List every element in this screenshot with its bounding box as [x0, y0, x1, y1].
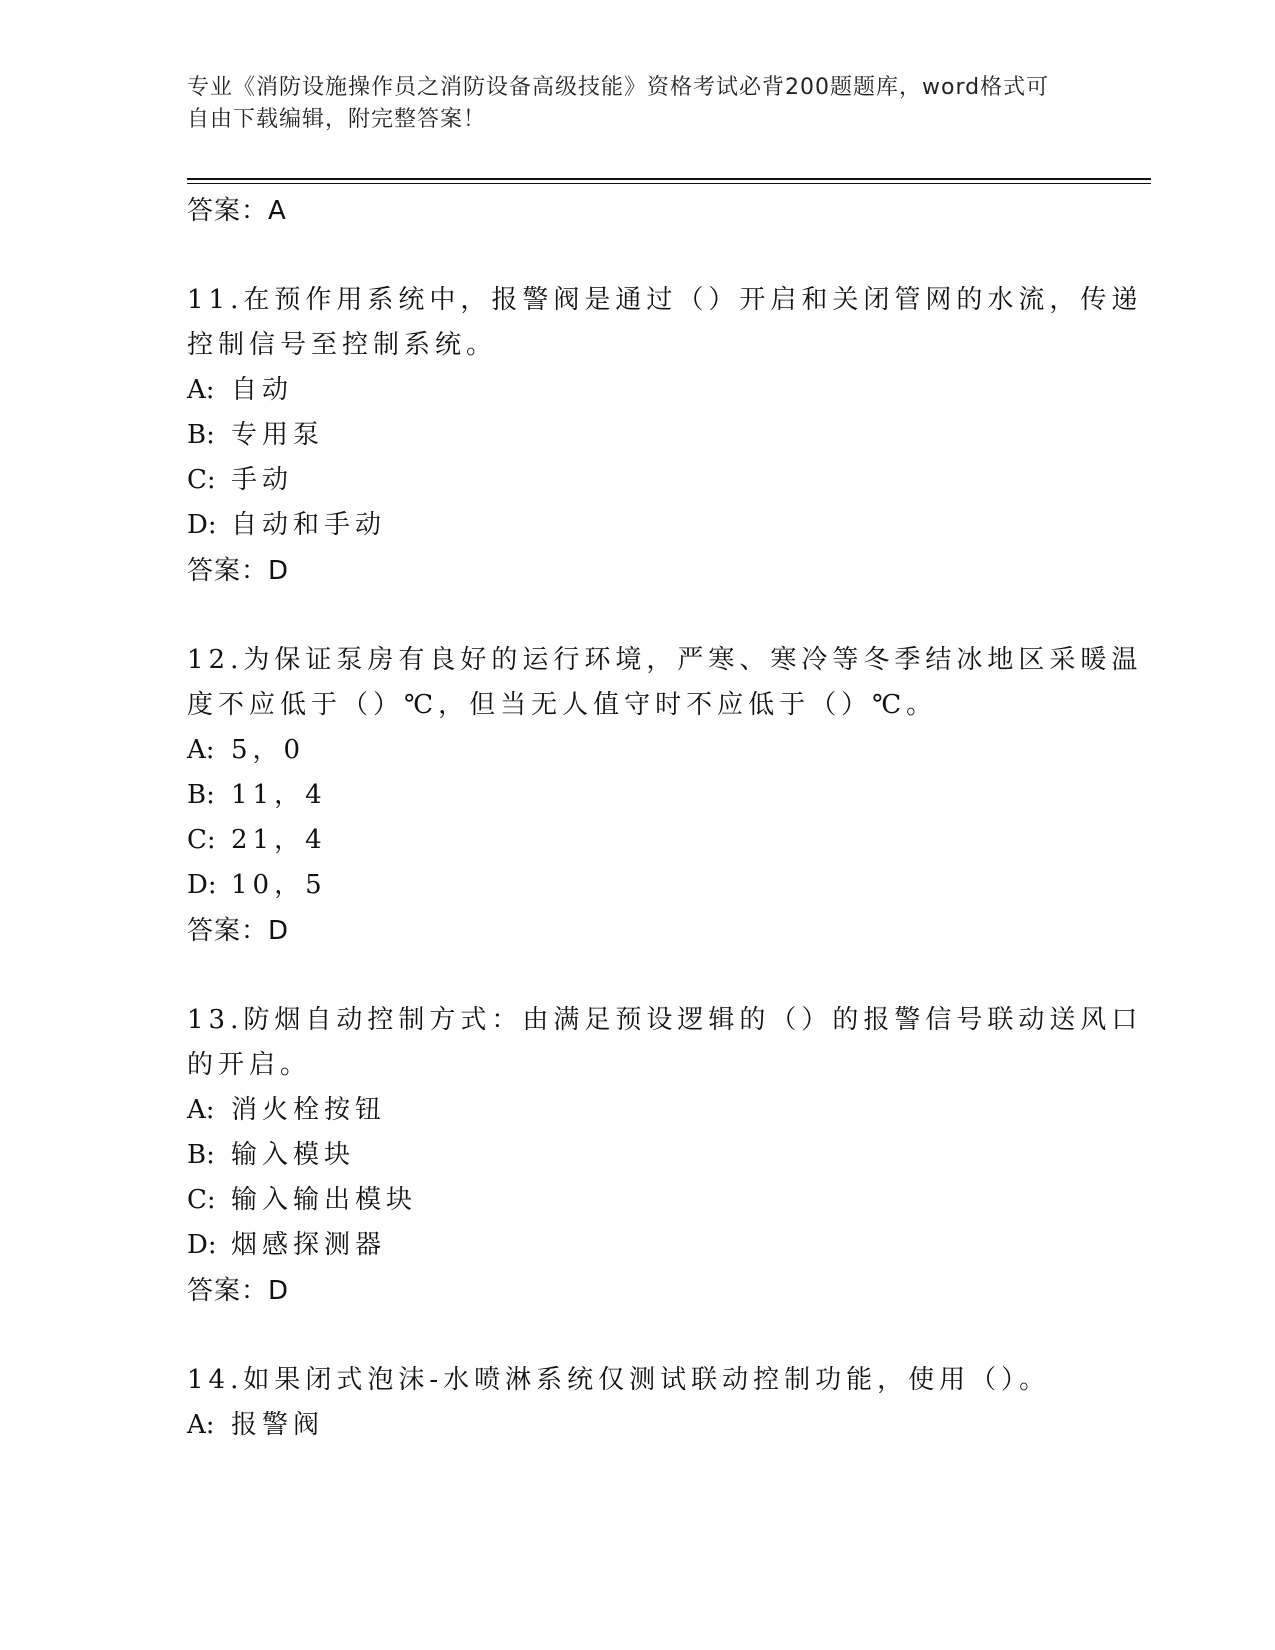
answer-option [187, 413, 1147, 458]
question-block [187, 1358, 1147, 1448]
option-text: 21，4 [231, 825, 327, 855]
option-text: 手动 [231, 465, 294, 495]
header-divider-thin [187, 183, 1151, 184]
option-key: B: [187, 1140, 215, 1170]
option-text: 输入输出模块 [231, 1185, 418, 1215]
answer-option [187, 503, 1147, 548]
answer-option [187, 818, 1147, 863]
option-key: A: [187, 1095, 215, 1125]
question-stem: 12.为保证泵房有良好的运行环境，严寒、寒冷等冬季结冰地区采暖温度不应低于（）℃，但当无人值守时不应低于（）℃。 [187, 645, 1143, 720]
option-key: A: [187, 375, 215, 405]
option-key: C: [187, 1185, 216, 1215]
option-text: 11，4 [231, 780, 327, 810]
question-stem: 11.在预作用系统中，报警阀是通过（）开启和关闭管网的水流，传递控制信号至控制系统。 [187, 285, 1143, 360]
option-text: 烟感探测器 [231, 1230, 387, 1260]
question-block [187, 998, 1147, 1314]
answer-option [187, 1133, 1147, 1178]
question-block [187, 638, 1147, 954]
answer-line: 答案：D [187, 1276, 290, 1306]
option-key: D: [187, 870, 217, 900]
option-text: 自动和手动 [231, 510, 387, 540]
header-divider-thick [187, 178, 1151, 180]
option-key: A: [187, 1410, 215, 1440]
question-stem: 13.防烟自动控制方式：由满足预设逻辑的（）的报警信号联动送风口的开启。 [187, 1005, 1143, 1080]
answer-option [187, 728, 1147, 773]
answer-option [187, 1223, 1147, 1268]
option-key: C: [187, 825, 216, 855]
option-text: 输入模块 [231, 1140, 356, 1170]
answer-option [187, 863, 1147, 908]
document-header: 专业《消防设施操作员之消防设备高级技能》资格考试必背200题题库，word格式可自由下载编辑，附完整答案！ [187, 75, 1050, 132]
option-text: 消火栓按钮 [231, 1095, 387, 1125]
option-key: D: [187, 1230, 217, 1260]
question-content [187, 188, 1147, 1448]
option-text: 10，5 [231, 870, 327, 900]
answer-option [187, 1088, 1147, 1133]
answer-line: 答案：D [187, 916, 290, 946]
answer-option [187, 1403, 1147, 1448]
option-key: D: [187, 510, 217, 540]
answer-option [187, 1178, 1147, 1223]
option-text: 5，0 [231, 735, 306, 765]
answer-line: 答案：D [187, 556, 290, 586]
option-key: B: [187, 780, 215, 810]
option-text: 专用泵 [231, 420, 325, 450]
option-text: 自动 [231, 375, 294, 405]
answer-option [187, 773, 1147, 818]
question-stem: 14.如果闭式泡沫-水喷淋系统仅测试联动控制功能，使用（）。 [187, 1365, 1051, 1395]
question-block [187, 278, 1147, 594]
option-key: B: [187, 420, 215, 450]
option-text: 报警阀 [231, 1410, 325, 1440]
answer-option [187, 458, 1147, 503]
answer-line: 答案：A [187, 196, 287, 226]
option-key: C: [187, 465, 216, 495]
answer-option [187, 368, 1147, 413]
option-key: A: [187, 735, 215, 765]
